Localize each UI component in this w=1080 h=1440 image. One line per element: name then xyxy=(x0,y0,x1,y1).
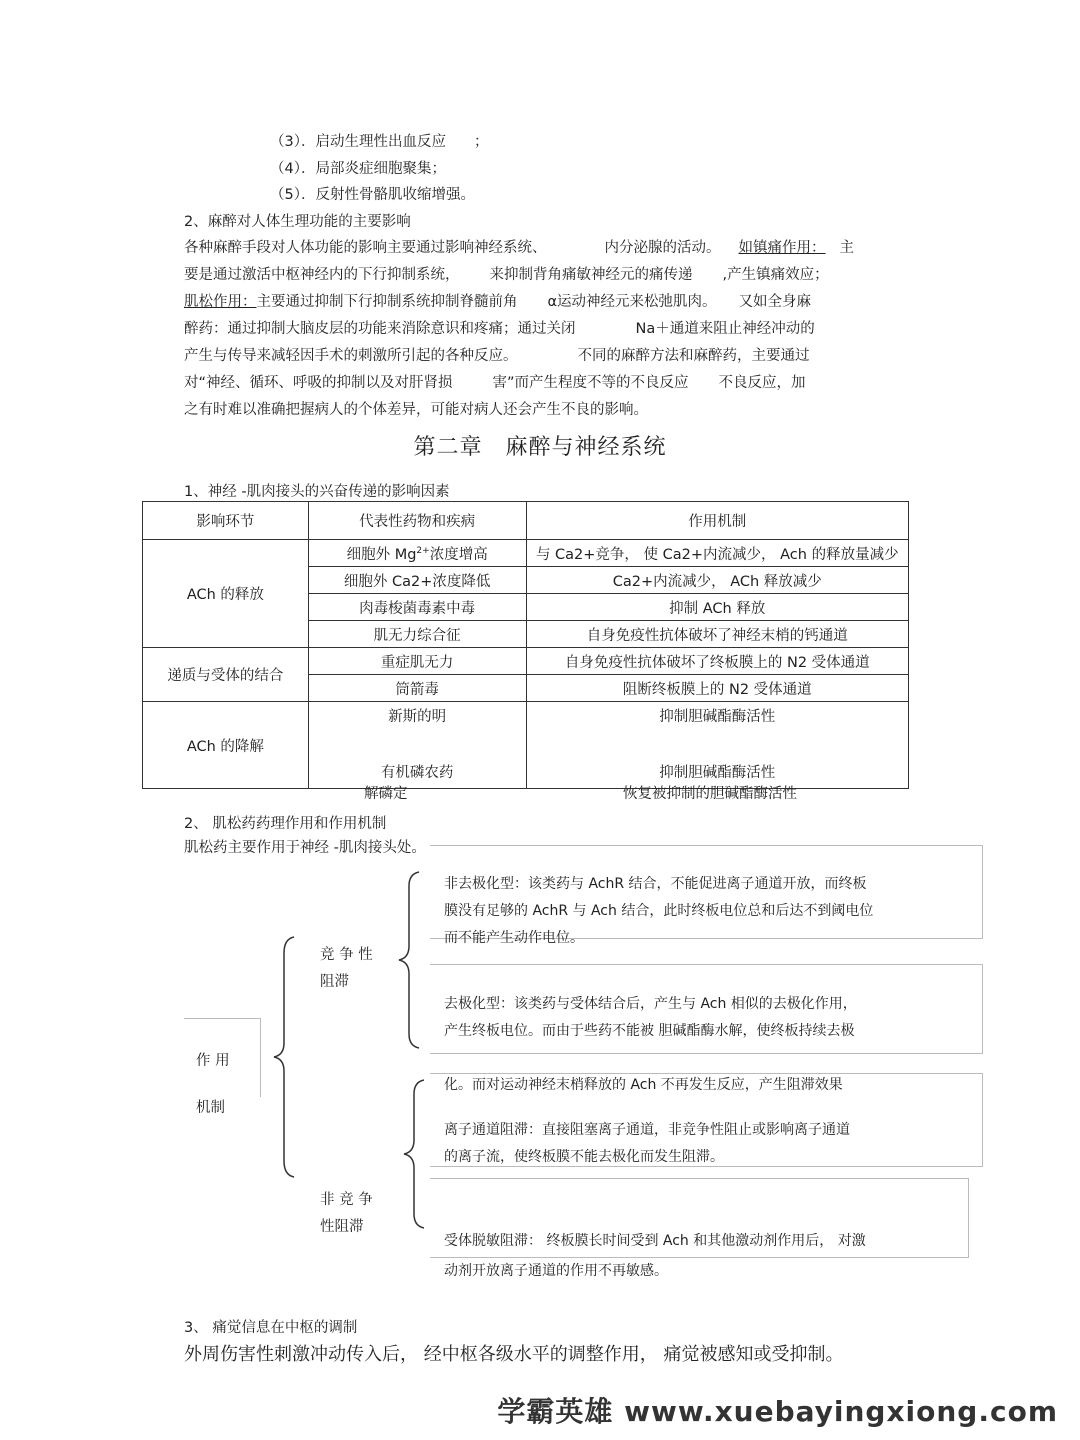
group-cell-binding: 递质与受体的结合 xyxy=(143,648,309,702)
table-cell: 新斯的明 xyxy=(308,702,526,729)
group-cell-release: ACh 的释放 xyxy=(143,540,309,648)
table-cell: 抑制 ACh 释放 xyxy=(526,594,908,621)
paragraph-line: 产生与传导来减轻因手术的刺激所引起的各种反应。 不同的麻醉方法和麻醉药，主要通过 xyxy=(184,348,810,364)
table-cell: 有机磷农药 xyxy=(308,728,526,789)
section-heading: 2、麻醉对人体生理功能的主要影响 xyxy=(184,214,411,230)
big-brace-icon xyxy=(270,935,300,1180)
table-cell: 抑制胆碱酯酶活性 xyxy=(526,728,908,789)
list-item-3: （3）．启动生理性出血反应 ； xyxy=(270,134,489,150)
table-cell: 与 Ca2+竞争， 使 Ca2+内流减少， Ach 的释放量减少 xyxy=(526,540,908,567)
root-label: 作 用 xyxy=(196,1053,230,1069)
table-header: 代表性药物和疾病 xyxy=(308,502,526,540)
box-text: 离子通道阻滞：直接阻塞离子通道，非竞争性阻止或影响离子通道 的离子流，使终板膜不能去极化而发生阻滞。 xyxy=(444,1122,850,1165)
paragraph-line: 要是通过激活中枢神经内的下行抑制系统， 来抑制背角痛敏神经元的痛传递 ,产生镇痛效应； xyxy=(184,267,829,283)
section-intro: 肌松药主要作用于神经 -肌肉接头处。 xyxy=(184,840,426,856)
section-text: 外周伤害性刺激冲动传入后， 经中枢各级水平的调整作用， 痛觉被感知或受抑制。 xyxy=(184,1344,844,1365)
table-cell: 肉毒梭菌毒素中毒 xyxy=(308,594,526,621)
competitive-label: 阻滞 xyxy=(320,974,349,990)
noncompetitive-label: 性阻滞 xyxy=(320,1219,364,1235)
section-heading: 2、 肌松药药理作用和作用机制 xyxy=(184,816,387,832)
watermark: 学霸英雄 www.xuebayingxiong.com xyxy=(497,1395,1058,1428)
paragraph-line: 对“神经、循环、呼吸的抑制以及对肝肾损 害”而产生程度不等的不良反应 不良反应，加 xyxy=(184,375,806,391)
paragraph-line: 各种麻醉手段对人体功能的影响主要通过影响神经系统、 内分泌腺的活动。 如镇痛作用： 主 xyxy=(184,240,854,256)
paragraph-line: 肌松作用：主要通过抑制下行抑制系统抑制脊髓前角 α运动神经元来松弛肌肉。 又如全身麻 xyxy=(184,294,812,310)
table-header: 作用机制 xyxy=(526,502,908,540)
table-cell: 肌无力综合征 xyxy=(308,621,526,648)
table-cell: 细胞外 Ca2+浓度降低 xyxy=(308,567,526,594)
table-cell-unbordered: 解磷定 xyxy=(364,786,408,802)
competitive-label: 竞 争 性 xyxy=(320,947,373,963)
table-cell: 自身免疫性抗体破坏了神经末梢的钙通道 xyxy=(526,621,908,648)
list-item-4: （4）．局部炎症细胞聚集； xyxy=(270,161,446,177)
influence-table xyxy=(142,501,909,789)
root-label: 机制 xyxy=(196,1100,225,1116)
paragraph-line: 之有时难以准确把握病人的个体差异，可能对病人还会产生不良的影响。 xyxy=(184,402,648,418)
chapter-title: 第二章 麻醉与神经系统 xyxy=(413,435,667,460)
section-heading: 3、 痛觉信息在中枢的调制 xyxy=(184,1320,358,1336)
noncompetitive-brace-icon xyxy=(400,1078,430,1230)
box-text: 非去极化型：该类药与 AchR 结合，不能促进离子通道开放，而终板 膜没有足够的 AchR 与 Ach 结合，此时终板电位总和后达不到阈电位 而不能产生动作电位。 xyxy=(444,876,874,946)
table-cell: 细胞外 $Mg^{2+}$浓度增高 xyxy=(308,540,526,567)
table-cell: Ca2+内流减少， ACh 释放减少 xyxy=(526,567,908,594)
competitive-brace-icon xyxy=(395,870,425,1050)
list-item-5: （5）．反射性骨骼肌收缩增强。 xyxy=(270,187,475,203)
table-cell: 筒箭毒 xyxy=(308,675,526,702)
table-cell: 重症肌无力 xyxy=(308,648,526,675)
table-cell: 自身免疫性抗体破坏了终板膜上的 N2 受体通道 xyxy=(526,648,908,675)
noncompetitive-label: 非 竞 争 xyxy=(320,1192,373,1208)
table-header: 影响环节 xyxy=(143,502,309,540)
table-cell-unbordered: 恢复被抑制的胆碱酯酶活性 xyxy=(623,786,797,802)
box-text: 受体脱敏阻滞： 终板膜长时间受到 Ach 和其他激动剂作用后， 对激 动剂开放离子通道的作用不再敏感。 xyxy=(444,1233,866,1279)
group-cell-degradation: ACh 的降解 xyxy=(143,702,309,789)
table-heading: 1、神经 -肌肉接头的兴奋传递的影响因素 xyxy=(184,484,450,500)
table-cell: 阻断终板膜上的 N2 受体通道 xyxy=(526,675,908,702)
table-cell: 抑制胆碱酯酶活性 xyxy=(526,702,908,729)
box-text: 去极化型：该类药与受体结合后，产生与 Ach 相似的去极化作用， 产生终板电位。而由于些药不能被 胆碱酯酶水解，使终板持续去极 化。而对运动神经末梢释放的 Ach 不再发生反应，产生阻滞效果 xyxy=(444,996,857,1093)
paragraph-line: 醉药：通过抑制大脑皮层的功能来消除意识和疼痛；通过关闭 Na＋通道来阻止神经冲动的 xyxy=(184,321,815,337)
